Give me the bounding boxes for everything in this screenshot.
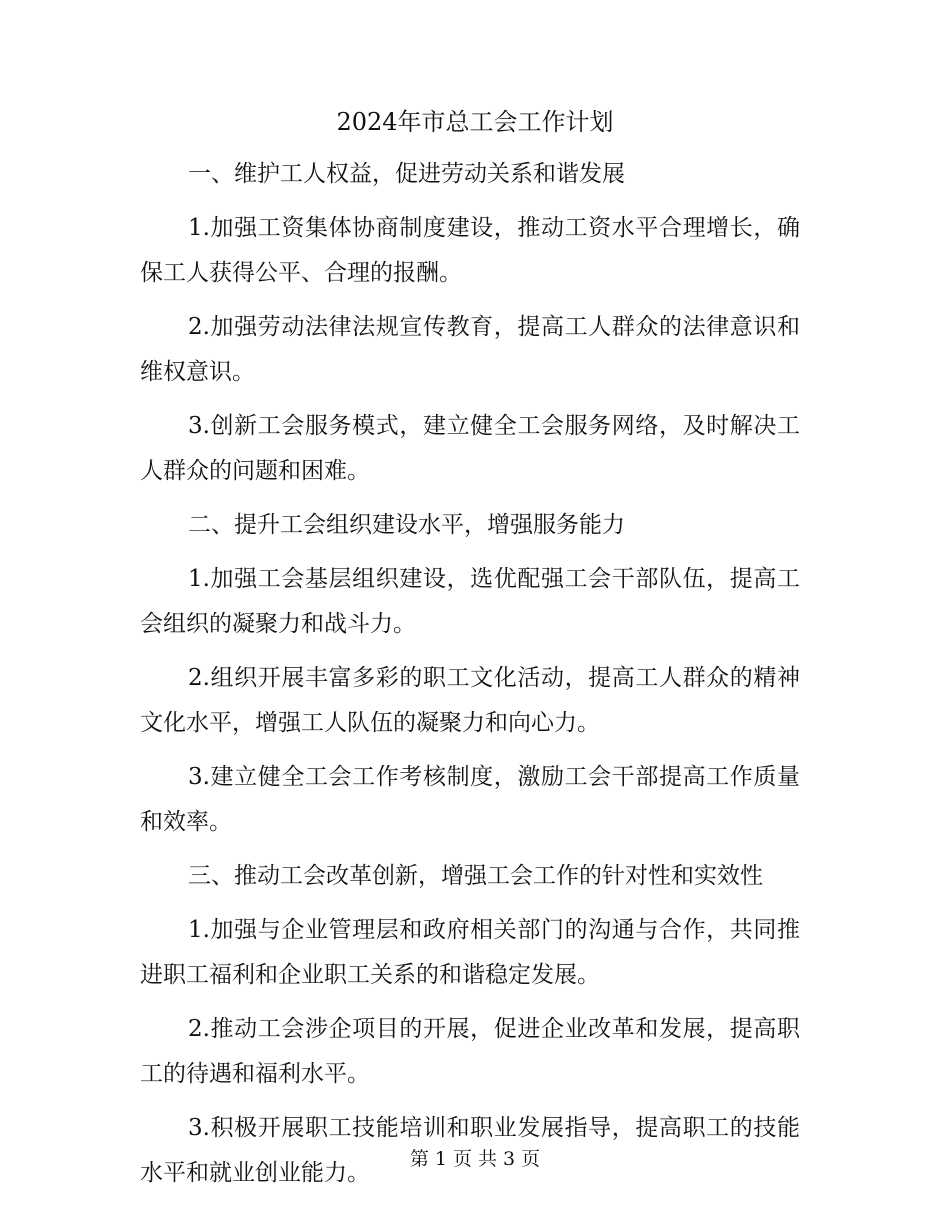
document-body xyxy=(140,152,800,1205)
paragraph: 2.推动工会涉企项目的开展，促进企业改革和发展，提高职工的待遇和福利水平。 xyxy=(140,1016,800,1087)
paragraph: 1.加强工会基层组织建设，选优配强工会干部队伍，提高工会组织的凝聚力和战斗力。 xyxy=(140,566,800,637)
section-heading-2: 二、提升工会组织建设水平，增强服务能力 xyxy=(188,512,625,538)
section-heading-3: 三、推动工会改革创新，增强工会工作的针对性和实效性 xyxy=(188,863,763,889)
paragraph: 3.积极开展职工技能培训和职业发展指导，提高职工的技能水平和就业创业能力。 xyxy=(140,1115,800,1186)
document-title: 2024年市总工会工作计划 xyxy=(336,108,614,136)
page-number-footer: 第 1 页 共 3 页 xyxy=(409,1148,541,1170)
paragraph: 2.组织开展丰富多彩的职工文化活动，提高工人群众的精神文化水平，增强工人队伍的凝聚力和向心力。 xyxy=(140,665,800,736)
paragraph: 2.加强劳动法律法规宣传教育，提高工人群众的法律意识和维权意识。 xyxy=(140,314,800,385)
section-heading-1: 一、维护工人权益，促进劳动关系和谐发展 xyxy=(188,161,625,187)
paragraph: 1.加强与企业管理层和政府相关部门的沟通与合作，共同推进职工福利和企业职工关系的和谐稳定发展。 xyxy=(140,917,800,988)
paragraph: 3.创新工会服务模式，建立健全工会服务网络，及时解决工人群众的问题和困难。 xyxy=(140,413,800,484)
paragraph: 1.加强工资集体协商制度建设，推动工资水平合理增长，确保工人获得公平、合理的报酬。 xyxy=(140,215,800,286)
paragraph: 3.建立健全工会工作考核制度，激励工会干部提高工作质量和效率。 xyxy=(140,764,800,835)
